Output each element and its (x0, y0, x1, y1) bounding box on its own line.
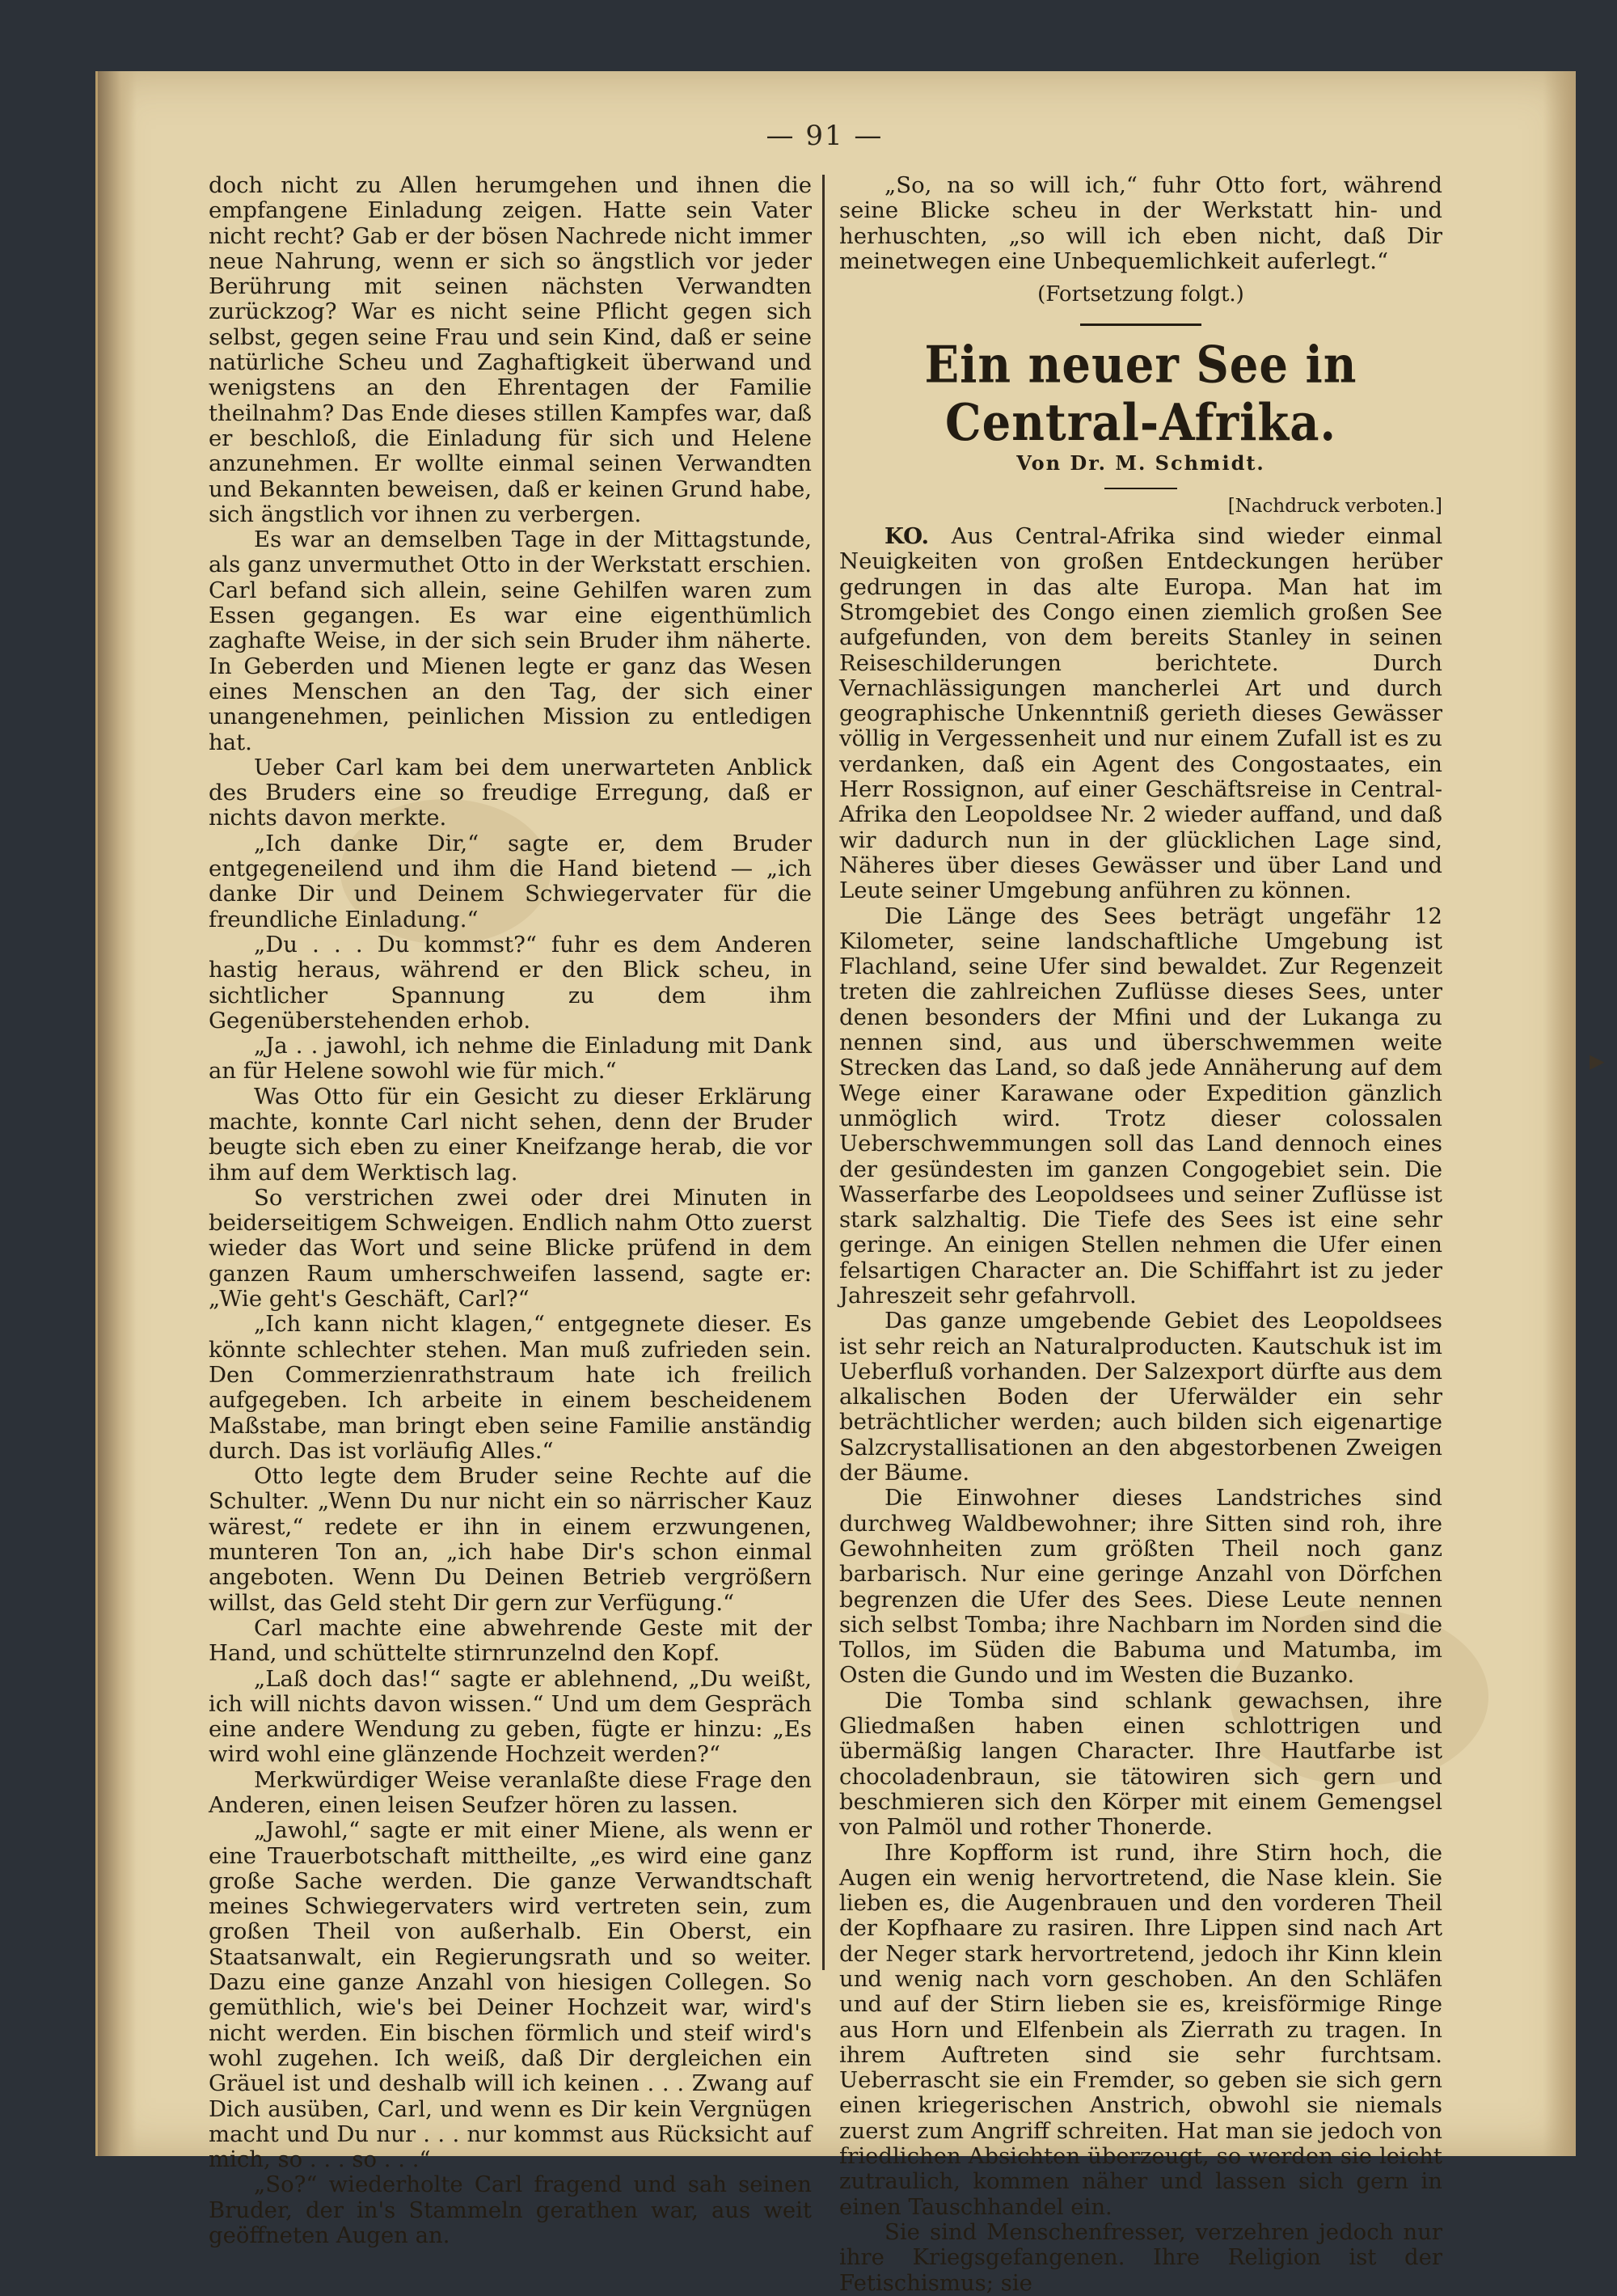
article-paragraph (839, 524, 1442, 903)
story-paragraph: Otto legte dem Bruder seine Rechte auf die Schulter. „Wenn Du nur nicht ein so närrischer Kauz wärest,“ redete er ihn in einem erzwungenen, munteren Ton an, „ich habe Dir's schon einmal angeboten. Wenn Du Deinen Betrieb vergrößern willst, das Geld steht Dir gern zur Verfügung.“ (209, 1463, 812, 1616)
page-edge-shadow (1543, 71, 1576, 2156)
story-paragraph: „Laß doch das!“ sagte er ablehnend, „Du weißt, ich will nichts davon wissen.“ Und um dem Gespräch eine andere Wendung zu geben, fügte er hinzu: „Es wird wohl eine glänzende Hochzeit werden?“ (209, 1665, 812, 1768)
article-paragraph: Sie sind Menschenfresser, verzehren jedoch nur ihre Kriegsgefangenen. Ihre Religion ist der Fetischismus; sie (839, 2218, 1442, 2296)
story-paragraph: Es war an demselben Tage in der Mittagstunde, als ganz unvermuthet Otto in der Werkstatt erschien. Carl befand sich allein, seine Gehilfen waren zum Essen gegangen. Es war eine eigenthümlich zaghafte Weise, in der sich sein Bruder ihm näherte. In Geberden und Mienen legte er ganz das Wesen eines Menschen an den Tag, der sich einer unangenehmen, peinlichen Mission zu entledigen hat. (209, 526, 812, 755)
title-separator-rule (1080, 323, 1201, 326)
story-paragraph: „Jawohl,“ sagte er mit einer Miene, als wenn er eine Trauerbotschaft mittheilte, „es wird eine ganz große Sache werden. Die ganze Verwandtschaft meines Schwiegervaters wird vertreten sein, zum großen Theil von außerhalb. Ein Oberst, ein Staatsanwalt, ein Regierungsrath und so weiter. Dazu eine ganze Anzahl von hiesigen Collegen. So gemüthlich, wie's bei Deiner Hochzeit war, wird's nicht werden. Ein bischen förmlich und steif wird's wohl zugehen. Ich weiß, daß Dir dergleichen ein Gräuel ist und deshalb will ich keinen . . . Zwang auf Dich ausüben, Carl, und wenn es Dir kein Vergnügen macht und Du nur . . . nur kommst aus Rücksicht auf mich, so . . . so . . .“ (209, 1817, 812, 2173)
reprint-notice: [Nachdruck verboten.] (1227, 495, 1442, 517)
story-paragraph: „Ich danke Dir,“ sagte er, dem Bruder entgegeneilend und ihm die Hand bietend — „ich danke Dir und Deinem Schwiegervater für die freundliche Einladung.“ (209, 830, 812, 932)
story-paragraph: doch nicht zu Allen herumgehen und ihnen die empfangene Einladung zeigen. Hatte sein Vater nicht recht? Gab er der bösen Nachrede nicht immer neue Nahrung, wenn er sich so ängstlich vor jeder Berührung mit seinen nächsten Verwandten zurückzog? War es nicht seine Pflicht gegen sich selbst, gegen seine Frau und sein Kind, daß er seine natürliche Scheu und Zaghaftigkeit überwand und wenigstens an den Ehrentagen der Familie theilnahm? Das Ende dieses stillen Kampfes war, daß er beschloß, die Einladung für sich und Helene anzunehmen. Er wollte einmal seinen Verwandten und Bekannten beweisen, daß er keinen Grund habe, sich ängstlich vor ihnen zu verbergen. (209, 172, 812, 527)
story-ending-paragraph: „So, na so will ich,“ fuhr Otto fort, während seine Blicke scheu in der Werkstatt hin- und herhuschten, „so will ich eben nicht, daß Dir meinetwegen eine Unbequemlichkeit auferlegt.“ (839, 172, 1442, 274)
story-paragraph: Was Otto für ein Gesicht zu dieser Erklärung machte, konnte Carl nicht sehen, denn der Bruder beugte sich eben zu einer Kneifzange herab, die vor ihm auf dem Werktisch lag. (209, 1083, 812, 1186)
story-paragraph: „Du . . . Du kommst?“ fuhr es dem Anderen hastig heraus, während er den Blick scheu, in sichtlicher Spannung zu dem ihm Gegenüberstehenden erhob. (209, 931, 812, 1034)
article-lead-tag: KO. (884, 523, 930, 550)
article-paragraph: Die Einwohner dieses Landstriches sind durchweg Waldbewohner; ihre Sitten sind roh, ihre Gewohnheiten zum größten Theil noch ganz barbarisch. Nur eine geringe Anzahl von Dörfchen begrenzen die Ufer des Sees. Diese Leute nennen sich selbst Tomba; ihre Nachbarn im Norden sind die Tollos, im Süden die Babuma und Matumba, im Osten die Gundo und im Westen die Buzanko. (839, 1485, 1442, 1689)
article-paragraph-text: Aus Central-Afrika sind wieder einmal Neuigkeiten von großen Entdeckungen herüber gedrungen in das alte Europa. Man hat im Stromgebiet des Congo einen ziemlich großen See aufgefunden, von dem bereits Stanley in seinen Reiseschilderungen berichtete. Durch Vernachlässigungen mancherlei Art und durch geographische Unkenntniß gerieth dieses Gewässer völlig in Vergessenheit und nur einem Zufall ist es zu verdanken, daß ein Agent des Congostaates, ein Herr Rossignon, auf einer Geschäftsreise in Central-Afrika den Leopoldsee Nr. 2 wieder auffand, und daß wir dadurch nun in der glücklichen Lage sind, Näheres über dieses Gewässer und über Land und Leute seiner Umgebung anführen zu können. (839, 523, 1443, 904)
story-paragraph: Merkwürdiger Weise veranlaßte diese Frage den Anderen, einen leisen Seufzer hören zu lassen. (209, 1766, 812, 1818)
story-paragraph: „Ja . . jawohl, ich nehme die Einladung mit Dank an für Helene sowohl wie für mich.“ (209, 1033, 812, 1085)
article-paragraph: Die Tomba sind schlank gewachsen, ihre Gliedmaßen haben einen schlottrigen und übermäßig langen Character. Ihre Hautfarbe ist chocoladenbraun, sie tätowiren sich gern und beschmieren sich den Körper mit einem Gemengsel von Palmöl und rother Thonerde. (839, 1687, 1442, 1841)
column-divider (822, 175, 825, 1970)
continued-notice: (Fortsetzung folgt.) (1037, 282, 1244, 307)
article-byline: Von Dr. M. Schmidt. (1016, 451, 1265, 476)
margin-mark-icon: ▶ (1590, 1050, 1605, 1072)
left-column (209, 173, 812, 2248)
story-paragraph: „Ich kann nicht klagen,“ entgegnete dieser. Es könnte schlechter stehen. Man muß zufrieden sein. Den Commerzienrathstraum hate ich freilich aufgegeben. Ich arbeite in einem bescheidenem Maßstabe, man bringt eben seine Familie anständig durch. Das ist vorläufig Alles.“ (209, 1311, 812, 1464)
right-column (839, 173, 1442, 2296)
article-paragraph: Das ganze umgebende Gebiet des Leopoldsees ist sehr reich an Naturalproducten. Kautschuk ist im Ueberfluß vorhanden. Der Salzexport dürfte aus dem alkalischen Boden der Uferwälder ein sehr beträchtlicher werden; auch bilden sich eigenartige Salzcrystallisationen an den abgestorbenen Zweigen der Bäume. (839, 1308, 1442, 1486)
article-body (839, 524, 1442, 2296)
page-number: — 91 — (766, 120, 884, 152)
page-spine-shadow (98, 71, 137, 2156)
story-paragraph: Carl machte eine abwehrende Geste mit der Hand, und schüttelte stirnrunzelnd den Kopf. (209, 1614, 812, 1667)
article-paragraph: Die Länge des Sees beträgt ungefähr 12 Kilometer, seine landschaftliche Umgebung ist Flachland, seine Ufer sind bewaldet. Zur Regenzeit treten die zahlreichen Zuflüsse dieses Sees, unter denen besonders der Mfini und der Lukanga zu nennen sind, aus und überschwemmen weite Strecken das Land, so daß jede Annäherung auf dem Wege einer Karawane oder Expedition gänzlich unmöglich wird. Trotz dieser colossalen Ueberschwemmungen soll das Land dennoch eines der gesündesten im ganzen Congogebiet sein. Die Wasserfarbe des Leopoldsees und seiner Zuflüsse ist stark salzhaltig. Die Tiefe des Sees ist eine sehr geringe. An einigen Stellen nehmen die Ufer einen felsartigen Character an. Die Schiffahrt ist zu jeder Jahreszeit sehr gefahrvoll. (839, 903, 1442, 1309)
byline-rule (1104, 488, 1177, 489)
story-paragraph: Ueber Carl kam bei dem unerwarteten Anblick des Bruders eine so freudige Erregung, daß er nichts davon merkte. (209, 754, 812, 831)
story-paragraph: So verstrichen zwei oder drei Minuten in beiderseitigem Schweigen. Endlich nahm Otto zuerst wieder das Wort und seine Blicke prüfend in dem ganzen Raum umherschweifen lassend, sagte er: „Wie geht's Geschäft, Carl?“ (209, 1184, 812, 1313)
article-title: Ein neuer See in Central-Afrika. (924, 335, 1357, 454)
story-paragraph: „So?“ wiederholte Carl fragend und sah seinen Bruder, der in's Stammeln gerathen war, aus weit geöffneten Augen an. (209, 2171, 812, 2249)
article-paragraph: Ihre Kopfform ist rund, ihre Stirn hoch, die Augen ein wenig hervortretend, die Nase klein. Sie lieben es, die Augenbrauen und den vorderen Theil der Kopfhaare zu rasiren. Ihre Lippen sind nach Art der Neger stark hervortretend, jedoch ihr Kinn klein und wenig nach vorn geschoben. An den Schläfen und auf der Stirn lieben sie es, kreisförmige Ringe aus Horn und Elfenbein als Zierrath zu tragen. In ihrem Auftreten sind sie sehr furchtsam. Ueberrascht sie ein Fremder, so geben sie sich gern einen kriegerischen Anstrich, obwohl sie niemals zuerst zum Angriff schreiten. Hat man sie jedoch von friedlichen Absichten überzeugt, so werden sie leicht zutraulich, kommen näher und lassen sich gern in einen Tauschhandel ein. (839, 1839, 1442, 2220)
